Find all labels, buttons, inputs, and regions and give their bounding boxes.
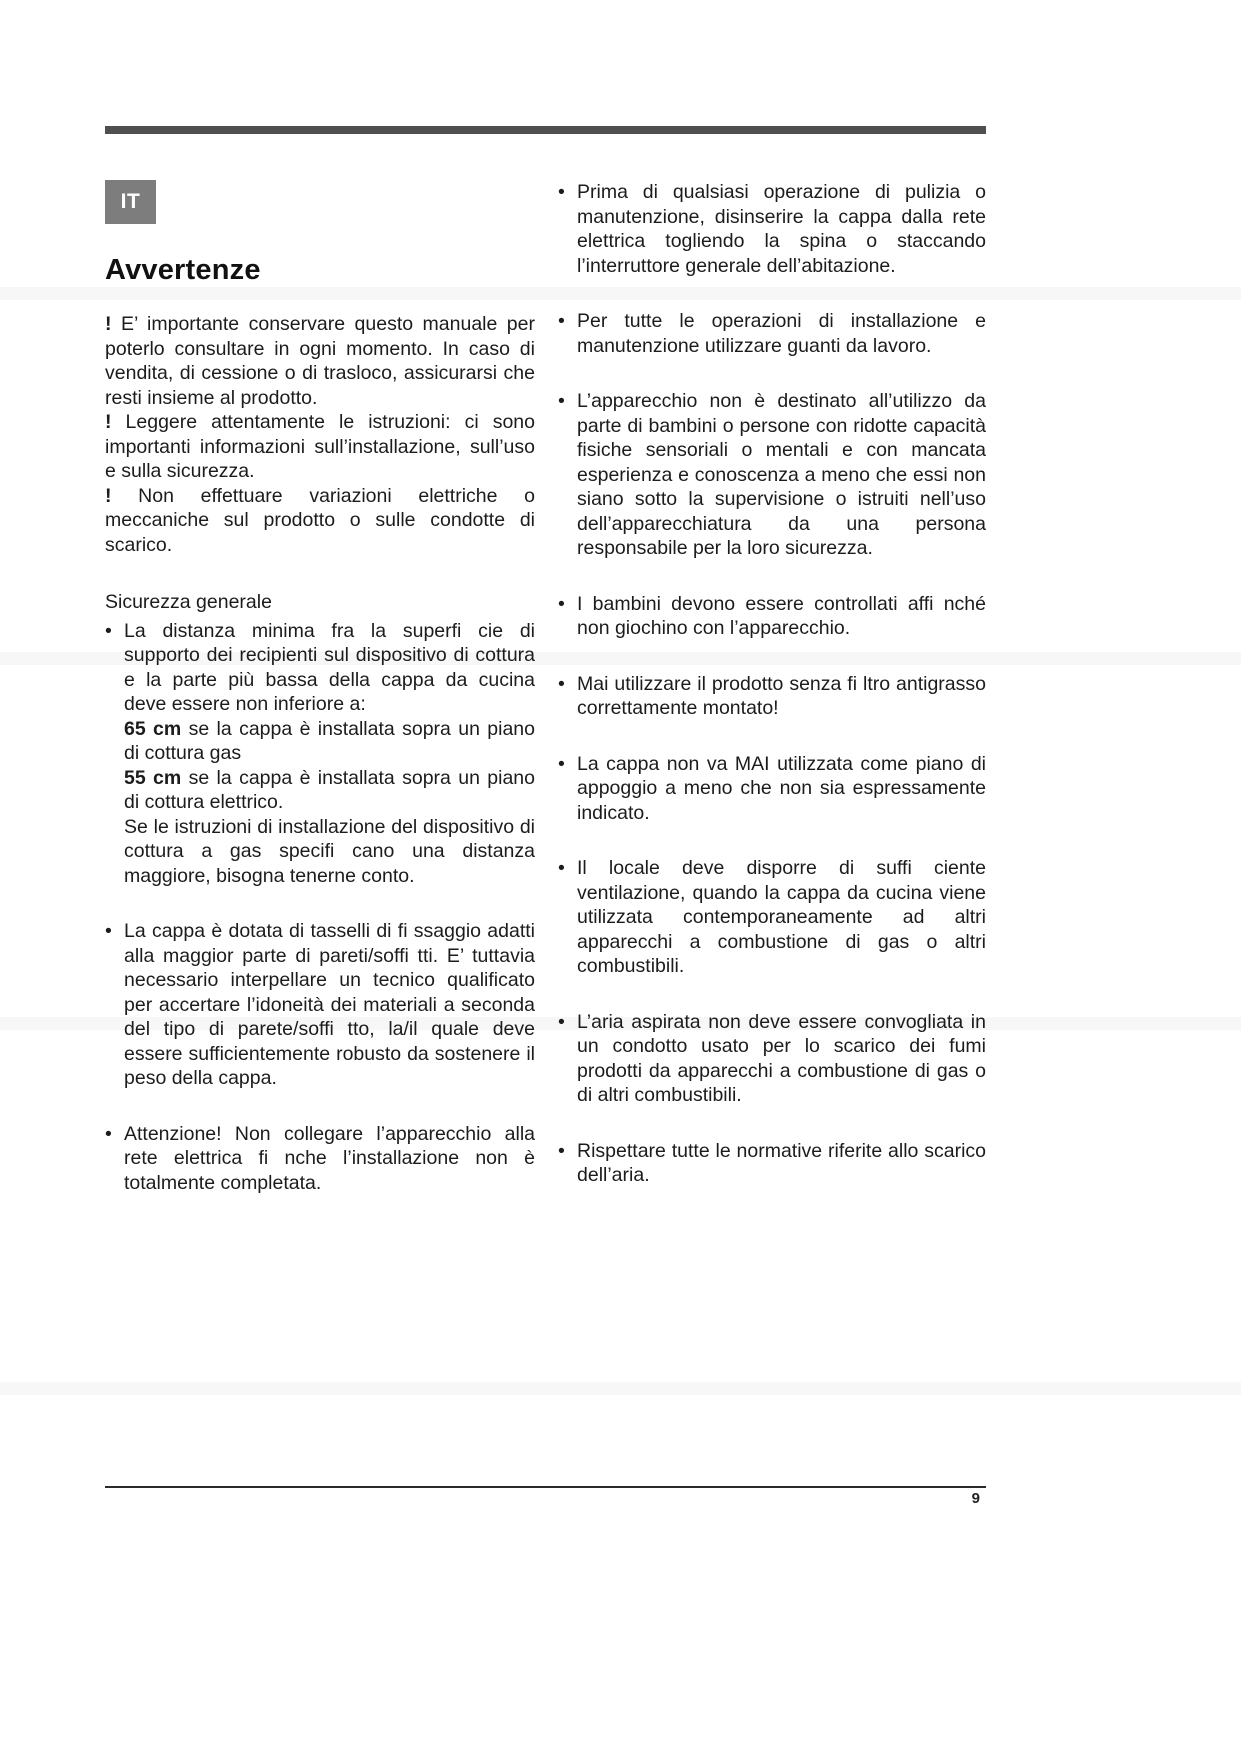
bullet-item <box>558 672 986 721</box>
bullet-item <box>558 1139 986 1188</box>
bullet-line <box>124 919 535 1091</box>
bullet-line <box>577 752 986 826</box>
bullet-line <box>577 1010 986 1108</box>
bullet-icon: • <box>105 1122 112 1145</box>
bullet-line <box>577 180 986 278</box>
text-run: se la cappa è installata sopra un piano di cottura elettrico. <box>124 766 535 813</box>
bullet-item <box>558 752 986 826</box>
text-run: I bambini devono essere controllati affi nché non giochino con l’apparecchio. <box>577 592 986 639</box>
bullet-text <box>577 309 986 358</box>
bullet-text <box>124 619 535 889</box>
bullet-item <box>105 1122 535 1196</box>
text-run: L’apparecchio non è destinato all’utilizzo da parte di bambini o persone con ridotte capacità fisiche sensoriali o mentali e con mancata esperienza e conoscenza a meno che essi non siano sotto la supervisione o istruiti nell’uso dell’apparecchiatura da una persona responsabile per la loro sicurezza. <box>577 390 986 559</box>
bullet-line <box>577 592 986 641</box>
bullet-line <box>577 309 986 358</box>
bullet-line <box>124 717 535 766</box>
bullet-line <box>577 1139 986 1188</box>
bullet-icon: • <box>558 390 565 412</box>
bullet-icon: • <box>105 619 112 642</box>
top-rule <box>105 126 986 134</box>
text-run: Rispettare tutte le normative riferite allo scarico dell’aria. <box>577 1139 986 1186</box>
bold-text: ! <box>105 411 126 433</box>
bullet-item <box>558 180 986 278</box>
bullet-text <box>577 672 986 721</box>
bullet-line <box>577 856 986 979</box>
text-run: Se le istruzioni di installazione del dispositivo di cottura a gas specifi cano una distanza maggiore, bisogna tenerne conto. <box>124 815 535 887</box>
bullet-item <box>558 389 986 561</box>
footer-rule <box>105 1486 986 1488</box>
page-title: Avvertenze <box>105 254 261 286</box>
bullet-icon: • <box>558 752 565 775</box>
bullet-text <box>577 1010 986 1108</box>
bullet-text <box>577 180 986 278</box>
text-run: Il locale deve disporre di suffi ciente ventilazione, quando la cappa da cucina viene utilizzata contemporaneamente ad altri apparecchi a combustione di gas o altri combustibili. <box>577 857 986 977</box>
bullet-item <box>558 309 986 358</box>
text-run: E’ importante conservare questo manuale per poterlo consultare in ogni momento. In caso di vendita, di cessione o di trasloco, assicurarsi che resti insieme al prodotto. <box>105 313 535 409</box>
right-column-blocks <box>558 180 986 1188</box>
bullet-item <box>558 592 986 641</box>
scan-artifact-band <box>0 1382 1241 1395</box>
text-run: Per tutte le operazioni di installazione e manutenzione utilizzare guanti da lavoro. <box>577 310 986 357</box>
paragraph <box>105 312 535 410</box>
bold-text: 55 cm <box>124 766 182 789</box>
bullet-text <box>577 752 986 826</box>
language-badge: IT <box>105 180 156 224</box>
paragraph <box>105 410 535 484</box>
bullet-line <box>577 672 986 721</box>
bold-text: 65 cm <box>124 717 182 740</box>
text-run: Attenzione! Non collegare l’apparecchio alla rete elettrica fi nche l’installazione non è totalmente completata. <box>124 1122 535 1194</box>
bullet-icon: • <box>558 672 565 695</box>
text-run: Prima di qualsiasi operazione di pulizia o manutenzione, disinserire la cappa dalla rete elettrica togliendo la spina o staccando l’interruttore generale dell’abitazione. <box>577 181 986 277</box>
bullet-line <box>124 619 535 717</box>
bullet-icon: • <box>558 857 565 879</box>
bullet-item <box>105 919 535 1091</box>
bullet-icon: • <box>558 181 565 203</box>
text-run: La cappa non va MAI utilizzata come piano di appoggio a meno che non sia espressamente indicato. <box>577 752 986 824</box>
bullet-icon: • <box>558 1010 565 1033</box>
bullet-line <box>124 815 535 889</box>
bold-text: ! <box>105 313 121 335</box>
bullet-item <box>558 1010 986 1108</box>
text-run: Non effettuare variazioni elettriche o meccaniche sul prodotto o sulle condotte di scarico. <box>105 484 535 556</box>
text-run: L’aria aspirata non deve essere convogliata in un condotto usato per lo scarico dei fumi prodotti da apparecchi a combustione di gas o di altri combustibili. <box>577 1010 986 1106</box>
bullet-icon: • <box>558 310 565 332</box>
text-run: La distanza minima fra la superfi cie di supporto dei recipienti sul dispositivo di cottura e la parte più bassa della cappa da cucina deve essere non inferiore a: <box>124 619 535 715</box>
bullet-line <box>124 1122 535 1196</box>
left-column-blocks <box>105 312 535 1195</box>
bullet-item <box>105 619 535 889</box>
bullet-line <box>124 766 535 815</box>
left-column <box>105 180 535 1195</box>
paragraph <box>105 484 535 558</box>
right-column <box>558 180 986 1195</box>
bullet-item <box>558 856 986 979</box>
bullet-icon: • <box>558 1139 565 1162</box>
bullet-icon: • <box>105 920 112 942</box>
text-run: Mai utilizzare il prodotto senza fi ltro antigrasso correttamente montato! <box>577 672 986 719</box>
section-heading: Sicurezza generale <box>105 591 272 613</box>
page-number: 9 <box>971 1490 980 1507</box>
bullet-text <box>577 856 986 979</box>
bullet-text <box>124 919 535 1091</box>
bullet-icon: • <box>558 592 565 615</box>
bold-text: ! <box>105 484 139 507</box>
bullet-text <box>577 1139 986 1188</box>
text-run: Leggere attentamente le istruzioni: ci sono importanti informazioni sull’installazione, sull’uso e sulla sicurezza. <box>105 411 535 482</box>
bullet-text <box>577 389 986 561</box>
text-run: se la cappa è installata sopra un piano di cottura gas <box>124 717 535 764</box>
text-run: La cappa è dotata di tasselli di fi ssaggio adatti alla maggior parte di pareti/soffi tti. E’ tuttavia necessario interpellare un tecnico qualificato per accertare l’idoneità dei materiali a seconda del tipo di parete/soffi tto, la/il quale deve essere sufficientemente robusto da sostenere il peso della cappa. <box>124 920 535 1089</box>
bullet-text <box>124 1122 535 1196</box>
bullet-text <box>577 592 986 641</box>
page-content <box>105 180 986 1195</box>
bullet-line <box>577 389 986 561</box>
